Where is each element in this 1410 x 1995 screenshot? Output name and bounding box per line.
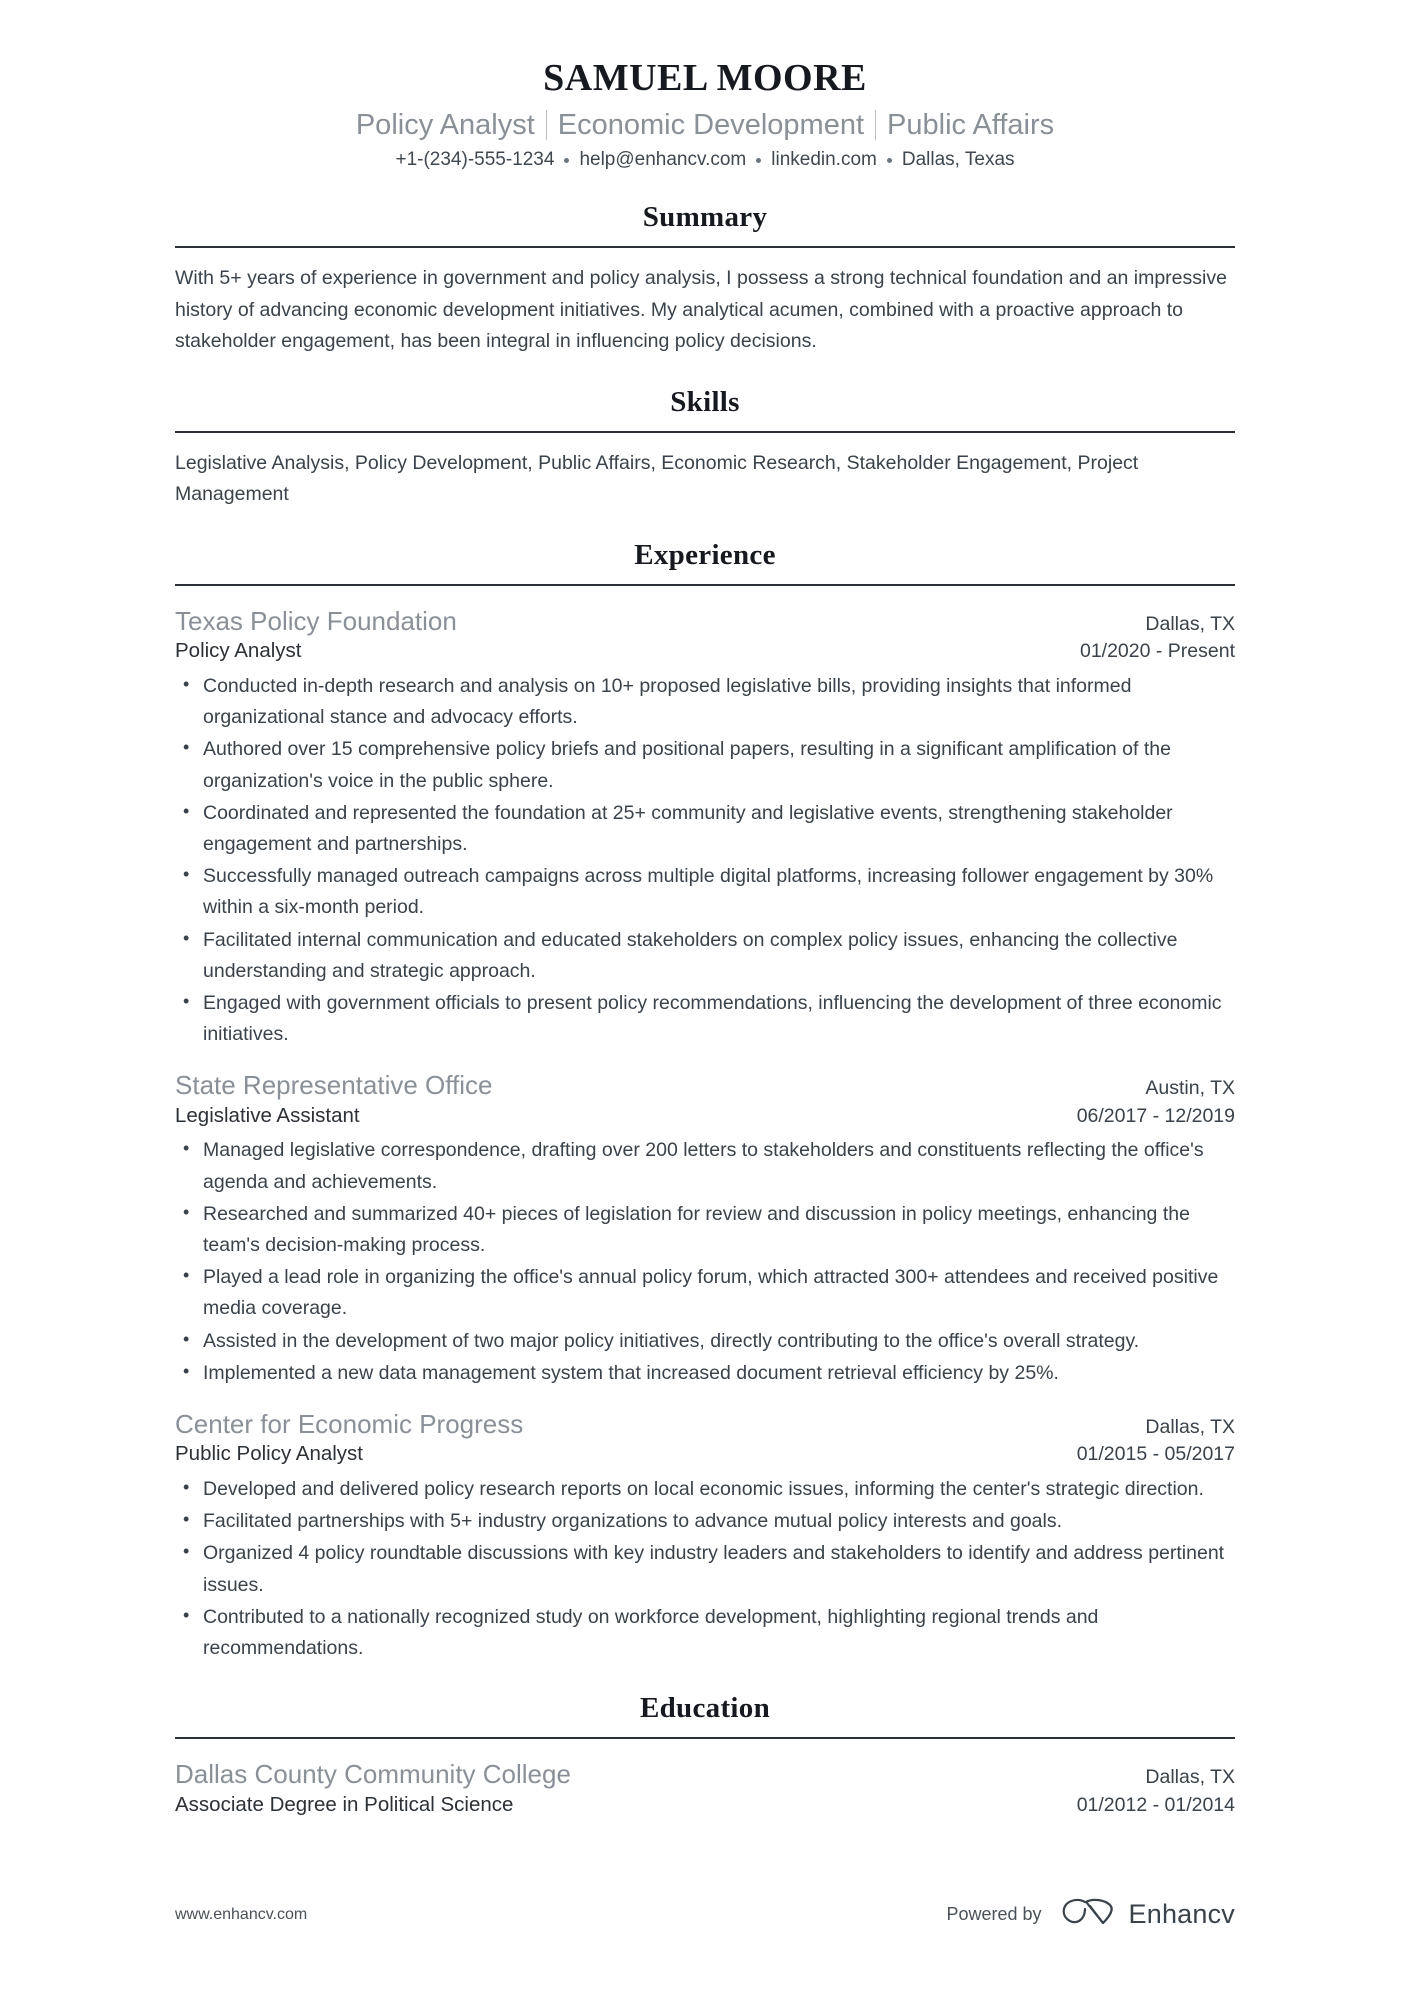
list-item: • Conducted in-depth research and analysis on 10+ proposed legislative bills, providing insights that informed organizational stance and advocacy efforts. xyxy=(175,671,1235,733)
list-item: • Assisted in the development of two major policy initiatives, directly contributing to the office's overall strategy. xyxy=(175,1326,1235,1357)
entry-organization: Center for Economic Progress xyxy=(175,1408,524,1439)
section-divider xyxy=(175,1737,1235,1739)
section-experience xyxy=(175,539,1235,1664)
section-skills xyxy=(175,386,1235,511)
entry-dates: 01/2020 - Present xyxy=(1079,640,1235,663)
footer-website-url[interactable]: www.enhancv.com xyxy=(175,1905,308,1923)
contact-bar xyxy=(175,148,1235,173)
entry-bullet-list xyxy=(175,1135,1235,1389)
entry-bullet-list xyxy=(175,671,1235,1050)
list-item: • Authored over 15 comprehensive policy briefs and positional papers, resulting in a significant amplification of the organization's voice in the public sphere. xyxy=(175,734,1235,796)
list-item: • Implemented a new data management system that increased document retrieval efficiency by 25%. xyxy=(175,1358,1235,1389)
entry-dates: 01/2015 - 05/2017 xyxy=(1076,1443,1235,1466)
section-heading-summary: Summary xyxy=(642,200,768,233)
list-item: • Successfully managed outreach campaigns across multiple digital platforms, increasing follower engagement by 30% within a six-month period. xyxy=(175,861,1235,923)
enhancv-logo-icon xyxy=(1060,1896,1118,1933)
resume-header xyxy=(175,0,1235,173)
experience-entry xyxy=(175,1408,1235,1664)
skills-list: Legislative Analysis, Policy Development, Public Affairs, Economic Research, Stakeholder Engagement, Project Management xyxy=(175,451,1139,506)
list-item: • Contributed to a nationally recognized study on workforce development, highlighting regional trends and recommendations. xyxy=(175,1602,1235,1664)
entry-organization: Texas Policy Foundation xyxy=(175,605,457,636)
entry-sub-row xyxy=(175,1440,1235,1468)
section-heading-education: Education xyxy=(639,1692,770,1725)
entry-location: Dallas, TX xyxy=(1145,1766,1235,1789)
contact-linkedin[interactable]: linkedin.com xyxy=(771,149,877,171)
section-divider xyxy=(175,584,1235,586)
entry-organization: Dallas County Community College xyxy=(175,1759,571,1790)
headline-segment-1: Policy Analyst xyxy=(355,108,535,141)
section-education xyxy=(175,1692,1235,1818)
list-item: • Coordinated and represented the foundation at 25+ community and legislative events, strengthening stakeholder engagement and partnerships. xyxy=(175,798,1235,860)
brand-name: Enhancv xyxy=(1128,1899,1235,1929)
education-entry xyxy=(175,1758,1235,1818)
resume-footer xyxy=(175,1896,1235,1933)
entry-sub-row xyxy=(175,1791,1235,1819)
entry-top-row xyxy=(175,1758,1235,1791)
list-item: • Facilitated internal communication and educated stakeholders on complex policy issues, enhancing the collective understanding and strategic approach. xyxy=(175,925,1235,987)
entry-role: Public Policy Analyst xyxy=(175,1442,364,1466)
section-divider xyxy=(175,431,1235,433)
section-heading-skills: Skills xyxy=(670,385,740,418)
entry-organization: State Representative Office xyxy=(175,1070,493,1101)
entry-dates: 06/2017 - 12/2019 xyxy=(1076,1104,1235,1127)
entry-degree: Associate Degree in Political Science xyxy=(175,1792,514,1816)
headline-segment-3: Public Affairs xyxy=(887,108,1055,141)
contact-email[interactable]: help@enhancv.com xyxy=(579,149,747,171)
entry-location: Dallas, TX xyxy=(1145,1415,1235,1438)
list-item: • Facilitated partnerships with 5+ industry organizations to advance mutual policy interests and goals. xyxy=(175,1506,1235,1537)
experience-entry xyxy=(175,1069,1235,1389)
entry-location: Dallas, TX xyxy=(1145,612,1235,635)
list-item: • Engaged with government officials to present policy recommendations, influencing the development of three economic initiatives. xyxy=(175,988,1235,1050)
entry-sub-row xyxy=(175,637,1235,665)
entry-dates: 01/2012 - 01/2014 xyxy=(1076,1793,1235,1816)
list-item: • Played a lead role in organizing the office's annual policy forum, which attracted 300+ attendees and received positive media coverage. xyxy=(175,1262,1235,1324)
entry-sub-row xyxy=(175,1102,1235,1130)
entry-top-row xyxy=(175,605,1235,638)
list-item: • Developed and delivered policy research reports on local economic issues, informing the center's strategic direction. xyxy=(175,1474,1235,1505)
section-divider xyxy=(175,246,1235,248)
list-item: • Organized 4 policy roundtable discussions with key industry leaders and stakeholders to identify and address pertinent issues. xyxy=(175,1538,1235,1600)
entry-location: Austin, TX xyxy=(1145,1077,1235,1100)
entry-role: Policy Analyst xyxy=(175,639,302,663)
list-item: • Researched and summarized 40+ pieces of legislation for review and discussion in policy meetings, enhancing the team's decision-making process. xyxy=(175,1199,1235,1261)
section-heading-experience: Experience xyxy=(634,538,776,571)
experience-entry xyxy=(175,605,1235,1050)
headline-segment-2: Economic Development xyxy=(557,108,865,141)
entry-role: Legislative Assistant xyxy=(175,1103,360,1127)
summary-text: With 5+ years of experience in government and policy analysis, I possess a strong technical foundation and an impressive history of advancing economic development initiatives. My analytical acumen, combined with a proactive approach to stakeholder engagement, has been integral in influencing policy decisions. xyxy=(175,266,1227,353)
powered-by-label: Powered by xyxy=(946,1904,1042,1924)
entry-bullet-list xyxy=(175,1474,1235,1664)
footer-branding xyxy=(946,1896,1235,1933)
page-title: SAMUEL MOORE xyxy=(543,57,867,99)
headline xyxy=(175,108,1235,143)
list-item: • Managed legislative correspondence, drafting over 200 letters to stakeholders and constituents reflecting the office's agenda and achievements. xyxy=(175,1135,1235,1197)
section-summary xyxy=(175,201,1235,358)
contact-phone[interactable]: +1-(234)-555-1234 xyxy=(395,149,555,171)
entry-top-row xyxy=(175,1069,1235,1102)
enhancv-logo-lockup[interactable] xyxy=(1060,1896,1235,1933)
entry-top-row xyxy=(175,1408,1235,1441)
contact-location: Dallas, Texas xyxy=(901,149,1015,171)
